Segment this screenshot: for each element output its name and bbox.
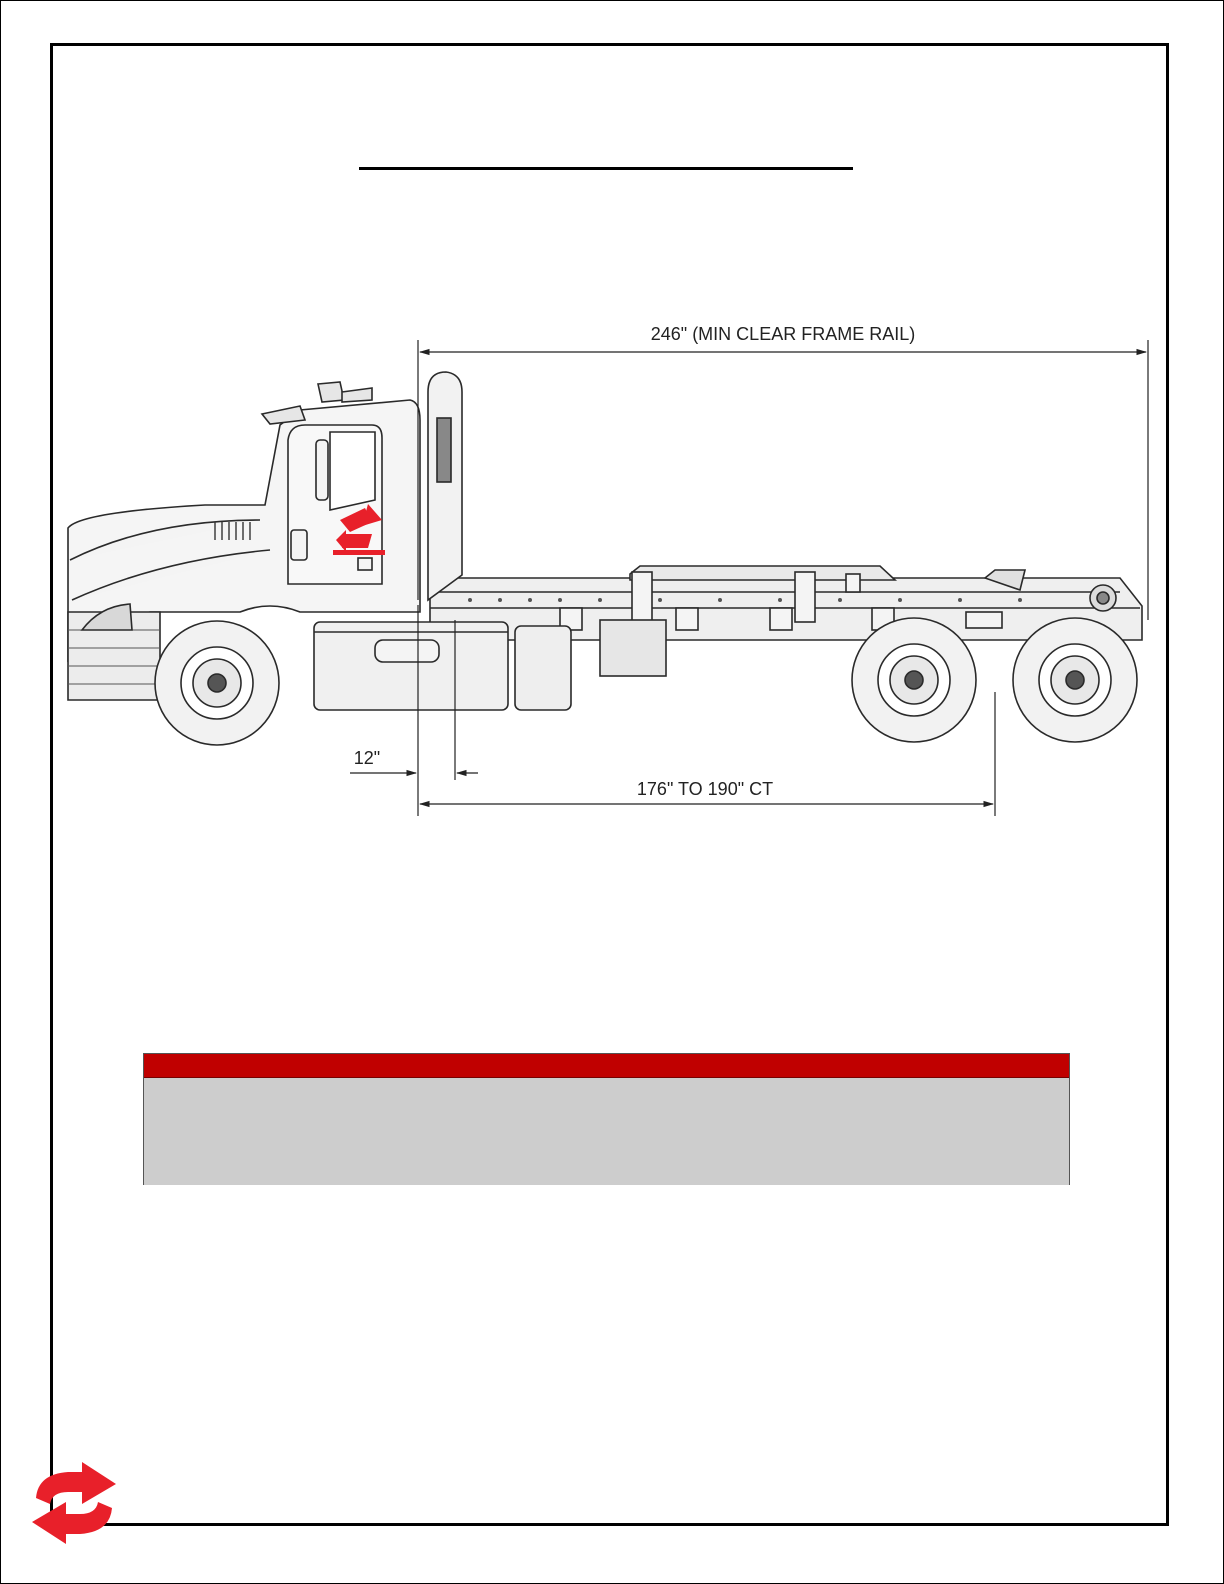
callout-body (144, 1078, 1069, 1185)
title-underline (359, 167, 853, 170)
rear-wheel-2 (1013, 618, 1137, 742)
cab-to-axle-dimension-label: 176" TO 190" CT (636, 779, 774, 799)
frame-rail-dimension-label: 246" (MIN CLEAR FRAME RAIL) (650, 324, 916, 344)
rear-wheel-1 (852, 618, 976, 742)
offset-dimension-label: 12" (353, 748, 381, 768)
front-wheel (155, 621, 279, 745)
truck-dimension-drawing (55, 310, 1165, 830)
footer-logo-icon (28, 1462, 120, 1544)
note-callout-box (143, 1053, 1070, 1185)
callout-header (144, 1054, 1069, 1078)
